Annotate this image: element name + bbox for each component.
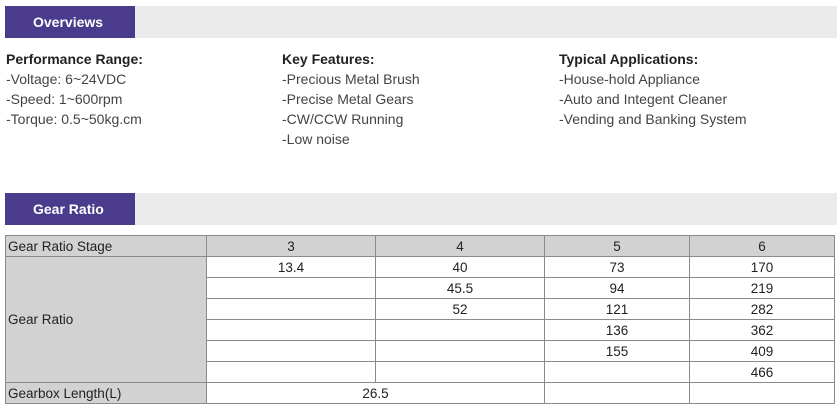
key-features-column bbox=[282, 49, 420, 149]
ratio-cell: 282 bbox=[690, 299, 835, 320]
stage-cell: 5 bbox=[545, 236, 690, 257]
ratio-cell: 13.4 bbox=[207, 257, 376, 278]
gear-ratio-tab[interactable]: Gear Ratio bbox=[5, 193, 135, 225]
feature-line: -Precious Metal Brush bbox=[282, 71, 420, 87]
ratio-cell: 155 bbox=[545, 341, 690, 362]
table-header-row bbox=[6, 236, 835, 257]
ratio-cell: 52 bbox=[376, 299, 545, 320]
ratio-cell: 170 bbox=[690, 257, 835, 278]
table-row bbox=[6, 257, 835, 278]
feature-line: -CW/CCW Running bbox=[282, 111, 404, 127]
ratio-cell bbox=[207, 278, 376, 299]
application-line: -Auto and Integent Cleaner bbox=[559, 91, 728, 107]
ratio-cell: 409 bbox=[690, 341, 835, 362]
empty-cell bbox=[545, 383, 690, 404]
ratio-cell: 94 bbox=[545, 278, 690, 299]
ratio-cell bbox=[207, 362, 376, 383]
torque-line: -Torque: 0.5~50kg.cm bbox=[6, 111, 142, 127]
ratio-cell: 40 bbox=[376, 257, 545, 278]
key-features-heading: Key Features: bbox=[282, 51, 375, 67]
overviews-tab[interactable]: Overviews bbox=[5, 6, 135, 38]
ratio-cell bbox=[545, 362, 690, 383]
speed-line: -Speed: 1~600rpm bbox=[6, 91, 123, 107]
ratio-cell bbox=[376, 362, 545, 383]
ratio-cell: 45.5 bbox=[376, 278, 545, 299]
ratio-cell: 219 bbox=[690, 278, 835, 299]
ratio-cell bbox=[376, 341, 545, 362]
table-row bbox=[6, 383, 835, 404]
stage-label-cell: Gear Ratio Stage bbox=[6, 236, 207, 257]
typical-applications-column bbox=[559, 49, 747, 129]
gear-ratio-label-cell: Gear Ratio bbox=[6, 257, 207, 383]
voltage-line: -Voltage: 6~24VDC bbox=[6, 71, 127, 87]
application-line: -House-hold Appliance bbox=[559, 71, 700, 87]
ratio-cell: 121 bbox=[545, 299, 690, 320]
ratio-cell bbox=[376, 320, 545, 341]
performance-range-column bbox=[6, 49, 143, 129]
stage-cell: 4 bbox=[376, 236, 545, 257]
ratio-cell bbox=[207, 320, 376, 341]
stage-cell: 3 bbox=[207, 236, 376, 257]
ratio-cell: 466 bbox=[690, 362, 835, 383]
gearbox-length-label-cell: Gearbox Length(L) bbox=[6, 383, 207, 404]
feature-line: -Low noise bbox=[282, 131, 350, 147]
ratio-cell bbox=[207, 341, 376, 362]
gearbox-length-value-cell: 26.5 bbox=[207, 383, 545, 404]
gear-ratio-section-bar bbox=[5, 193, 837, 225]
ratio-cell: 362 bbox=[690, 320, 835, 341]
ratio-cell bbox=[207, 299, 376, 320]
overviews-section-bar bbox=[5, 6, 837, 38]
empty-cell bbox=[690, 383, 835, 404]
stage-cell: 6 bbox=[690, 236, 835, 257]
performance-range-heading: Performance Range: bbox=[6, 51, 143, 67]
ratio-cell: 136 bbox=[545, 320, 690, 341]
ratio-cell: 73 bbox=[545, 257, 690, 278]
typical-applications-heading: Typical Applications: bbox=[559, 51, 699, 67]
feature-line: -Precise Metal Gears bbox=[282, 91, 414, 107]
gear-ratio-table bbox=[5, 235, 835, 404]
application-line: -Vending and Banking System bbox=[559, 111, 747, 127]
